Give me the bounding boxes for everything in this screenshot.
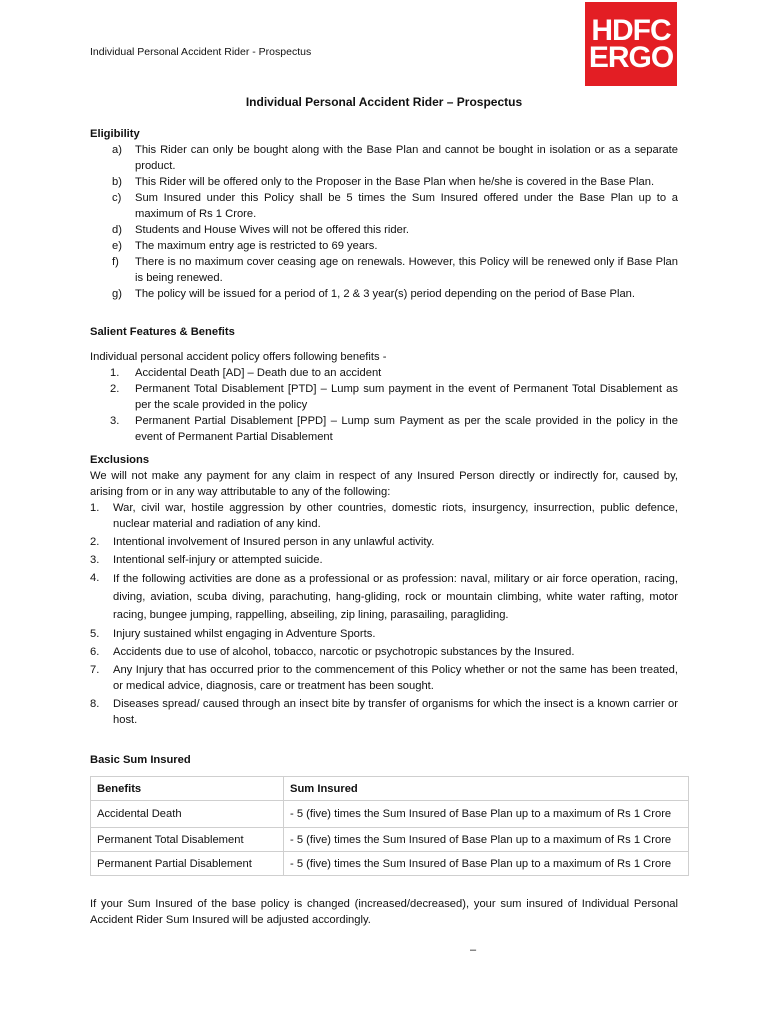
list-item <box>90 222 678 238</box>
list-marker: f) <box>112 256 119 268</box>
list-item <box>90 238 678 254</box>
list-text: If the following activities are done as a professional or as profession: naval, military or air force operation, racing, diving, aviation, scuba diving, parachuting, hang-gliding, rock or mountain climbing, white water rafting, motor racing, bungee jumping, rappelling, abseiling, zip lining, parasailing, paragliding. <box>113 573 678 621</box>
table-header-row <box>91 777 689 801</box>
list-marker: 7. <box>90 664 100 676</box>
list-item <box>90 254 678 286</box>
list-item <box>90 626 678 642</box>
features-heading: Salient Features & Benefits <box>90 326 235 338</box>
table-row <box>91 801 689 828</box>
list-marker: g) <box>112 288 122 300</box>
adjustment-note: If your Sum Insured of the base policy is changed (increased/decreased), your sum insured of Individual Personal Accident Rider Sum Insured will be adjusted accordingly. <box>90 898 678 926</box>
list-marker: 5. <box>90 628 100 640</box>
list-item <box>90 174 678 190</box>
exclusions-list <box>90 500 678 728</box>
list-marker: 3. <box>90 554 100 566</box>
list-text: Intentional self-injury or attempted suicide. <box>113 554 323 566</box>
table-row <box>91 852 689 876</box>
list-item <box>90 413 678 445</box>
list-marker: 1. <box>90 502 100 514</box>
table-cell: - 5 (five) times the Sum Insured of Base Plan up to a maximum of Rs 1 Crore <box>284 852 689 876</box>
table-header-cell: Sum Insured <box>284 777 689 801</box>
list-marker: d) <box>112 224 122 236</box>
list-item <box>90 500 678 532</box>
list-text: Injury sustained whilst engaging in Adventure Sports. <box>113 628 376 640</box>
list-text: Diseases spread/ caused through an insect bite by transfer of organisms for which the insect is a known carrier or host. <box>113 698 678 726</box>
list-text: Accidental Death [AD] – Death due to an accident <box>135 367 382 379</box>
list-item <box>90 365 678 381</box>
list-text: Sum Insured under this Policy shall be 5 times the Sum Insured offered under the Base Plan up to a maximum of Rs 1 Crore. <box>135 192 678 220</box>
logo-line-2: ERGO <box>588 41 674 74</box>
document-title: Individual Personal Accident Rider – Prospectus <box>245 95 523 109</box>
list-text: Permanent Total Disablement [PTD] – Lump sum payment in the event of Permanent Total Disablement as per the scale provided in the policy <box>135 383 678 411</box>
list-marker: c) <box>112 192 122 204</box>
list-marker: 3. <box>110 415 120 427</box>
list-marker: b) <box>112 176 122 188</box>
list-text: Permanent Partial Disablement [PPD] – Lump sum Payment as per the scale provided in the policy in the event of Permanent Partial Disablement <box>135 415 678 443</box>
table-header-cell: Benefits <box>91 777 284 801</box>
basic-sum-heading: Basic Sum Insured <box>90 754 191 766</box>
sum-insured-table <box>90 776 689 876</box>
list-marker: e) <box>112 240 122 252</box>
logo-line-1: HDFC <box>591 14 671 47</box>
list-text: Any Injury that has occurred prior to the commencement of this Policy whether or not the same has been treated, or medical advice, diagnosis, care or treatment has been sought. <box>113 664 678 692</box>
list-item <box>90 534 678 550</box>
list-text: This Rider will be offered only to the Proposer in the Base Plan when he/she is covered in the Base Plan. <box>135 176 655 188</box>
list-item <box>90 286 678 302</box>
table-cell: Permanent Partial Disablement <box>91 852 284 876</box>
list-marker: 1. <box>110 367 120 379</box>
features-intro: Individual personal accident policy offers following benefits - <box>90 351 387 363</box>
list-marker: 2. <box>90 536 100 548</box>
list-item <box>90 662 678 694</box>
exclusions-heading: Exclusions <box>90 454 150 466</box>
table-row <box>91 828 689 852</box>
list-text: Intentional involvement of Insured person in any unlawful activity. <box>113 536 435 548</box>
eligibility-list <box>90 142 678 302</box>
hdfc-ergo-logo <box>585 2 677 86</box>
list-item <box>90 696 678 728</box>
table-cell: - 5 (five) times the Sum Insured of Base Plan up to a maximum of Rs 1 Crore <box>284 801 689 828</box>
table-cell: - 5 (five) times the Sum Insured of Base Plan up to a maximum of Rs 1 Crore <box>284 828 689 852</box>
list-marker: 6. <box>90 646 100 658</box>
list-item <box>90 644 678 660</box>
list-text: There is no maximum cover ceasing age on renewals. However, this Policy will be renewed only if Base Plan is being renewed. <box>135 256 678 284</box>
list-item <box>90 570 678 624</box>
list-text: This Rider can only be bought along with the Base Plan and cannot be bought in isolation or as a separate product. <box>135 144 678 172</box>
page-footer-mark: – <box>470 944 477 956</box>
list-marker: a) <box>112 144 122 156</box>
list-marker: 2. <box>110 383 120 395</box>
list-text: Accidents due to use of alcohol, tobacco, narcotic or psychotropic substances by the Insured. <box>113 646 575 658</box>
exclusions-intro: We will not make any payment for any claim in respect of any Insured Person directly or indirectly for, caused by, arising from or in any way attributable to any of the following: <box>90 470 678 498</box>
list-item <box>90 552 678 568</box>
document-body <box>90 94 678 928</box>
list-marker: 8. <box>90 698 100 710</box>
list-marker: 4. <box>90 572 100 584</box>
list-item <box>90 381 678 413</box>
list-text: The maximum entry age is restricted to 69 years. <box>135 240 378 252</box>
eligibility-heading: Eligibility <box>90 128 140 140</box>
running-header: Individual Personal Accident Rider - Prospectus <box>90 46 312 58</box>
list-text: War, civil war, hostile aggression by other countries, domestic riots, insurgency, insurrection, public defence, nuclear material and radiation of any kind. <box>113 502 678 530</box>
list-text: Students and House Wives will not be offered this rider. <box>135 224 410 236</box>
benefits-list <box>90 365 678 445</box>
list-item <box>90 190 678 222</box>
list-item <box>90 142 678 174</box>
table-cell: Accidental Death <box>91 801 284 828</box>
table-cell: Permanent Total Disablement <box>91 828 284 852</box>
list-text: The policy will be issued for a period of 1, 2 & 3 year(s) period depending on the period of Base Plan. <box>135 288 636 300</box>
